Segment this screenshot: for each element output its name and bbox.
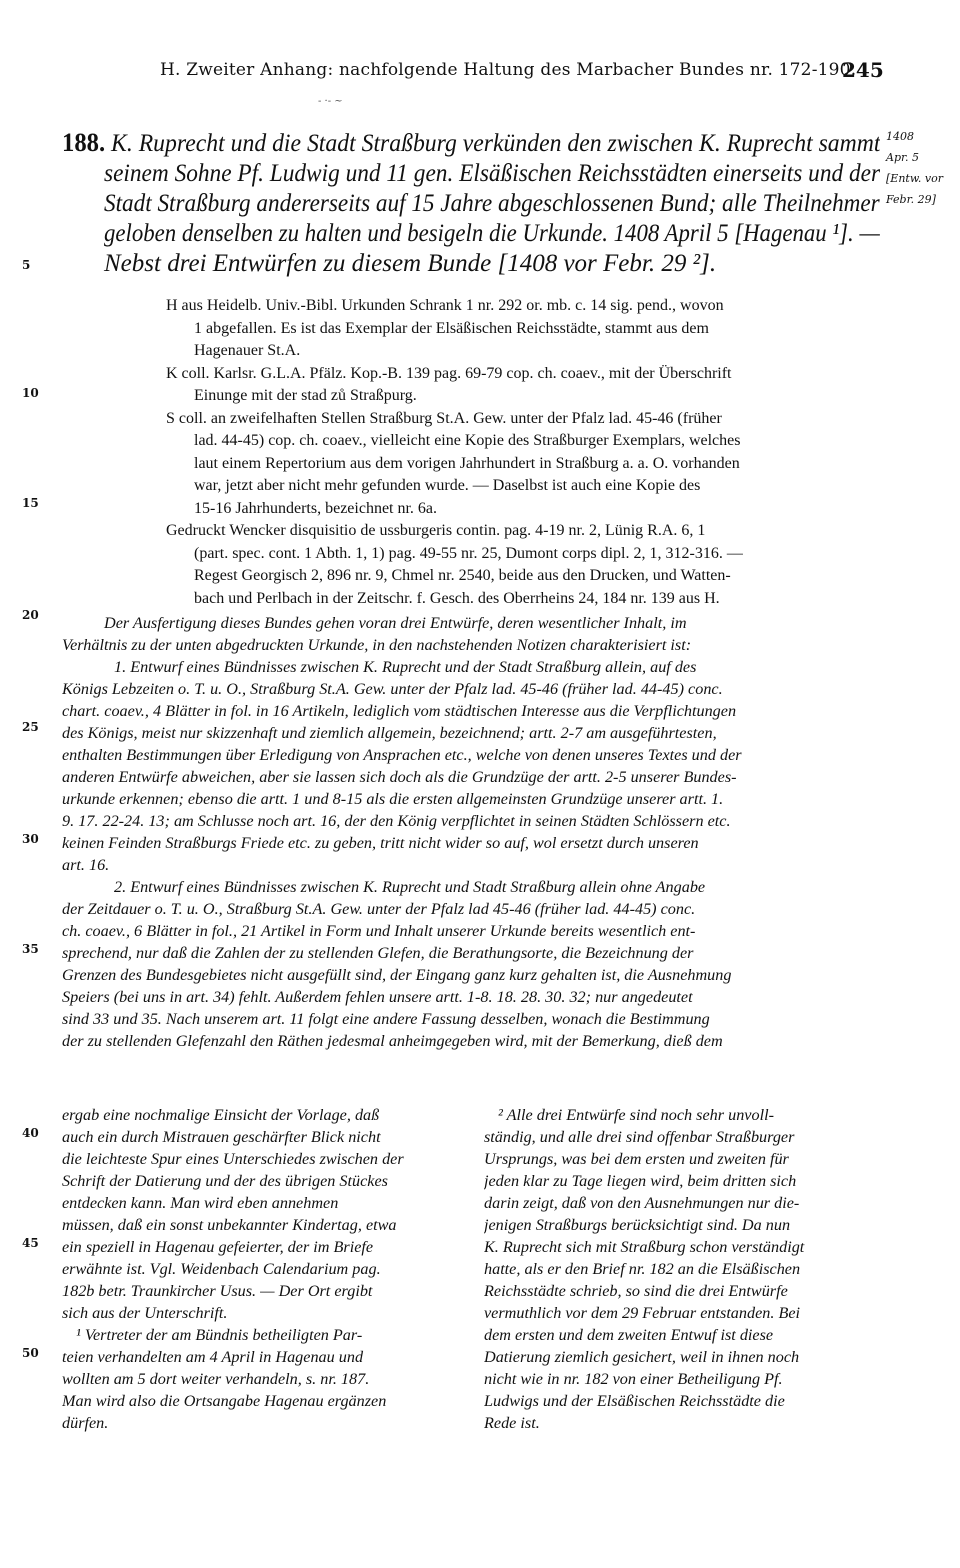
commentary-line: 2. Entwurf eines Bündnisses zwischen K. Ruprecht und Stadt Straßburg allein ohne Angabe bbox=[114, 878, 706, 896]
commentary-line: 9. 17. 22-24. 13; am Schlusse noch art. 16, der den König verpflichtet in seinen Städten Schlössern etc. bbox=[62, 812, 731, 830]
commentary-line: Der Ausfertigung dieses Bundes gehen voran drei Entwürfe, deren wesentlicher Inhalt, im bbox=[104, 614, 687, 632]
line-number: 15 bbox=[22, 496, 39, 510]
document-number: 188. bbox=[62, 128, 106, 157]
line-number: 10 bbox=[22, 386, 39, 400]
commentary-line: Königs Lebzeiten o. T. u. O., Straßburg St.A. Gew. unter der Pfalz lad. 45-46 (früher lad. 44-45) conc. bbox=[62, 680, 723, 698]
running-head: H. Zweiter Anhang: nachfolgende Haltung des Marbacher Bundes nr. 172-190. bbox=[160, 60, 857, 80]
footnote-line: ² Alle drei Entwürfe sind noch sehr unvoll- bbox=[498, 1106, 774, 1124]
commentary-line: des Königs, meist nur skizzenhaft und ziemlich allgemein, bezeichnend; artt. 2-7 am ausgeführtesten, bbox=[62, 724, 717, 742]
footnote-line: die leichteste Spur eines Unterschiedes zwischen der bbox=[62, 1150, 404, 1168]
line-number: 30 bbox=[22, 832, 39, 846]
line-number: 20 bbox=[22, 608, 39, 622]
source-line: 15-16 Jahrhunderts, bezeichnet nr. 6a. bbox=[194, 499, 438, 517]
source-line: Hagenauer St.A. bbox=[194, 342, 301, 359]
footnote-line: darin zeigt, daß von den Ausnehmungen nur die- bbox=[484, 1194, 800, 1212]
source-line: war, jetzt aber nicht mehr gefunden wurde. — Daselbst ist auch eine Kopie des bbox=[194, 477, 701, 494]
source-line: H aus Heidelb. Univ.-Bibl. Urkunden Schrank 1 nr. 292 or. mb. c. 14 sig. pend., wovon bbox=[166, 297, 724, 314]
commentary-line: der Zeitdauer o. T. u. O., Straßburg St.A. Gew. unter der Pfalz lad 45-46 (früher lad. 44-45) conc. bbox=[62, 900, 696, 918]
regest-line: K. Ruprecht und die Stadt Straßburg verkünden den zwischen K. Ruprecht sammt bbox=[111, 130, 880, 157]
source-line: lad. 44-45) cop. ch. coaev., vielleicht eine Kopie des Straßburger Exemplars, welches bbox=[194, 432, 741, 449]
footnote-line: Rede ist. bbox=[484, 1414, 540, 1432]
footnote-column-left bbox=[62, 1104, 454, 1434]
footnote-line: wollten am 5 dort weiter verhandeln, s. nr. 187. bbox=[62, 1370, 370, 1388]
source-line: Gedruckt Wencker disquisitio de ussburgeris contin. pag. 4-19 nr. 2, Lünig R.A. 6, 1 bbox=[166, 522, 706, 539]
footnote-line: ständig, und alle drei sind offenbar Straßburger bbox=[484, 1128, 795, 1146]
line-number: 45 bbox=[22, 1236, 39, 1250]
commentary-line: anderen Entwürfe abweichen, aber sie lassen sich doch als die Grundzüge der artt. 2-5 unserer Bundes- bbox=[62, 768, 737, 786]
source-line: (part. spec. cont. 1 Abth. 1, 1) pag. 49-55 nr. 25, Dumont corps dipl. 2, 1, 312-316. — bbox=[194, 544, 743, 562]
line-number: 40 bbox=[22, 1126, 39, 1140]
line-number: 5 bbox=[22, 258, 31, 272]
footnote-line: jenigen Straßburgs berücksichtigt sind. Da nun bbox=[484, 1216, 791, 1234]
footnote-line: erwähnte ist. Vgl. Weidenbach Calendarium pag. bbox=[62, 1260, 381, 1278]
footnote-line: Schrift der Datierung und der des übrigen Stückes bbox=[62, 1172, 388, 1190]
footnote-line: teien verhandelten am 4 April in Hagenau und bbox=[62, 1348, 364, 1366]
commentary-line: chart. coaev., 4 Blätter in fol. in 16 Artikeln, lediglich vom städtischen Interesse aus die Verpflichtungen bbox=[62, 702, 737, 720]
margin-date-draft-date: Febr. 29] bbox=[886, 193, 936, 206]
footnote-line: dürfen. bbox=[62, 1414, 109, 1432]
commentary-line: sprechend, nur daß die Zahlen der zu stellenden Glefen, die Berathungsorte, die Bezeichnung der bbox=[62, 944, 694, 962]
footnote-line: auch ein durch Mistrauen geschärfter Blick nicht bbox=[62, 1128, 381, 1146]
source-line: K coll. Karlsr. G.L.A. Pfälz. Kop.-B. 139 pag. 69-79 cop. ch. coaev., mit der Überschrift bbox=[166, 364, 732, 382]
line-number: 25 bbox=[22, 720, 39, 734]
source-line: 1 abgefallen. Es ist das Exemplar der Elsäßischen Reichsstädte, stammt aus dem bbox=[194, 319, 709, 337]
footnote-line: nicht wie in nr. 182 von einer Betheiligung Pf. bbox=[484, 1370, 783, 1388]
commentary-line: urkunde erkennen; ebenso die artt. 1 und 8-15 als die ersten allgemeinsten Grundzüge unserer artt. 1. bbox=[62, 790, 724, 808]
source-line: laut einem Repertorium aus dem vorigen Jahrhundert in Straßburg a. a. O. vorhanden bbox=[194, 454, 740, 472]
main-text-block bbox=[62, 128, 880, 1052]
footnote-line: ¹ Vertreter der am Bündnis betheiligten Par- bbox=[76, 1326, 363, 1344]
line-number: 35 bbox=[22, 942, 39, 956]
footnote-line: vermuthlich vor dem 29 Februar entstanden. Bei bbox=[484, 1304, 801, 1322]
line-number: 50 bbox=[22, 1346, 39, 1360]
commentary-line: keinen Feinden Straßburgs Friede etc. zu geben, tritt nicht wider so auf, wol ersetzt durch unseren bbox=[62, 834, 699, 852]
regest-line: geloben denselben zu halten und besigeln die Urkunde. 1408 April 5 [Hagenau ¹]. — bbox=[104, 220, 880, 247]
source-line: Regest Georgisch 2, 896 nr. 9, Chmel nr. 2540, beide aus den Drucken, und Watten- bbox=[194, 567, 731, 584]
commentary-line: enthalten Bestimmungen über Erledigung von Ansprachen etc., welche von denen unseres Textes und der bbox=[62, 746, 742, 764]
footnote-line: ergab eine nochmalige Einsicht der Vorlage, daß bbox=[62, 1106, 380, 1124]
commentary bbox=[62, 612, 880, 1052]
source-line: S coll. an zweifelhaften Stellen Straßburg St.A. Gew. unter der Pfalz lad. 45-46 (früher bbox=[166, 409, 722, 427]
page-number: 245 bbox=[842, 58, 884, 82]
footnote-line: K. Ruprecht sich mit Straßburg schon verständigt bbox=[484, 1238, 805, 1256]
commentary-line: der zu stellenden Glefenzahl den Räthen jedesmal anheimgegeben wird, mit der Bemerkung, dieß dem bbox=[62, 1032, 723, 1050]
footnote-line: ein speziell in Hagenau gefeierter, der im Briefe bbox=[62, 1238, 374, 1256]
commentary-line: art. 16. bbox=[62, 856, 110, 874]
footnote-line: dem ersten und dem zweiten Entwuf ist diese bbox=[484, 1326, 774, 1344]
margin-date-day: Apr. 5 bbox=[886, 151, 920, 164]
commentary-line: Speiers (bei uns in art. 34) fehlt. Außerdem fehlen unsere artt. 1-8. 18. 28. 30. 32; nur angedeutet bbox=[62, 988, 693, 1006]
commentary-line: ch. coaev., 6 Blätter in fol., 21 Artikel in Form und Inhalt unserer Urkunde bereits wesentlich ent- bbox=[62, 922, 696, 940]
source-line: bach und Perlbach in der Zeitschr. f. Gesch. des Oberrheins 24, 184 nr. 139 aus H. bbox=[194, 589, 720, 607]
regest-line: Nebst drei Entwürfen zu diesem Bunde [1408 vor Febr. 29 ²]. bbox=[104, 250, 717, 277]
regest-line: Stadt Straßburg andererseits auf 15 Jahre abgeschlossenen Bund; alle Theilnehmer bbox=[104, 190, 880, 217]
footnote-line: müssen, daß ein sonst unbekannter Kindertag, etwa bbox=[62, 1216, 397, 1234]
footnote-line: hatte, als er den Brief nr. 182 an die Elsäßischen bbox=[484, 1260, 801, 1278]
footnote-line: Man wird also die Ortsangabe Hagenau ergänzen bbox=[62, 1392, 387, 1410]
footnote-line: Ludwigs und der Elsäßischen Reichsstädte die bbox=[484, 1392, 785, 1410]
footnote-line: Ursprungs, was bei dem ersten und zweiten für bbox=[484, 1150, 789, 1168]
margin-date-draft: [Entw. vor bbox=[886, 172, 944, 185]
source-line: Einunge mit der stad zů Straßpurg. bbox=[194, 387, 417, 404]
commentary-line: sind 33 und 35. Nach unserem art. 11 folgt eine andere Fassung desselben, wonach die Bestimmung bbox=[62, 1010, 710, 1028]
source-apparatus bbox=[166, 295, 882, 610]
footnote-line: 182b betr. Traunkircher Usus. — Der Ort ergibt bbox=[62, 1282, 373, 1300]
footnote-line: sich aus der Unterschrift. bbox=[62, 1304, 228, 1322]
margin-date-note bbox=[886, 126, 946, 210]
commentary-line: Verhältnis zu der unten abgedruckten Urkunde, in den nachstehenden Notizen charakterisiert ist: bbox=[62, 636, 692, 654]
footnote-line: Reichsstädte schrieb, so sind die drei Entwürfe bbox=[484, 1282, 788, 1300]
footnote-column-right bbox=[484, 1104, 876, 1434]
commentary-line: Grenzen des Bundesgebietes nicht ausgefüllt sind, der Eingang ganz kurz gehalten ist, die Ausnehmung bbox=[62, 966, 732, 984]
regest-heading bbox=[62, 128, 880, 279]
footnote-line: jeden klar zu Tage liegen wird, beim dritten sich bbox=[484, 1172, 797, 1190]
decorative-mark: ‐ ·‐ ~ bbox=[318, 96, 343, 107]
margin-date-year: 1408 bbox=[886, 130, 914, 143]
commentary-line: 1. Entwurf eines Bündnisses zwischen K. Ruprecht und der Stadt Straßburg allein, auf des bbox=[114, 658, 697, 676]
regest-line: seinem Sohne Pf. Ludwig und 11 gen. Elsäßischen Reichsstädten einerseits und der bbox=[104, 160, 880, 187]
footnote-line: Datierung ziemlich gesichert, weil in ihnen noch bbox=[484, 1348, 800, 1366]
footnote-line: entdecken kann. Man wird eben annehmen bbox=[62, 1194, 339, 1212]
